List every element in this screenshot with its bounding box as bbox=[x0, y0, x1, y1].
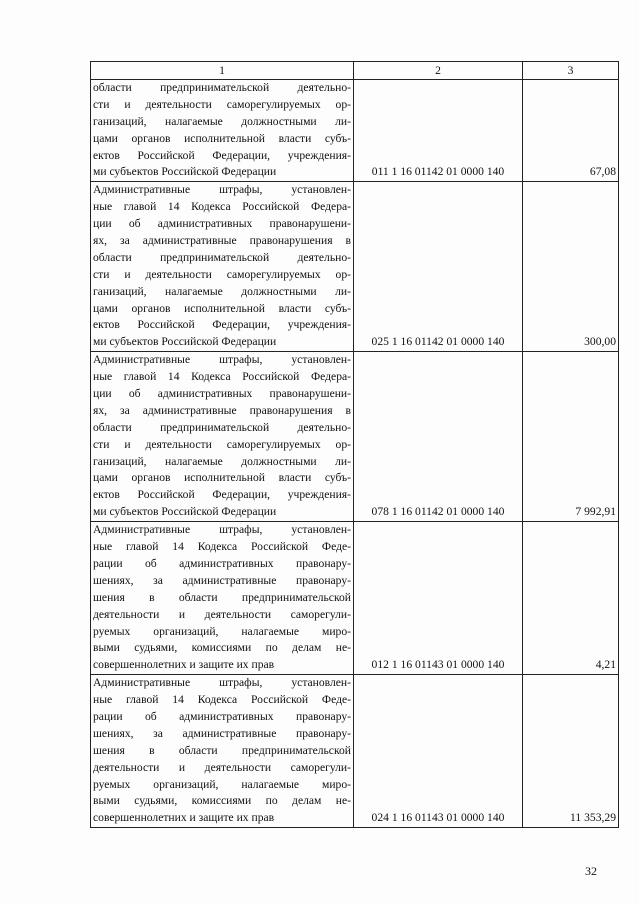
table-body bbox=[91, 80, 619, 828]
description-line: ектов Российской Федерации, учреждения- bbox=[93, 148, 351, 162]
description-line: деятельности и деятельности саморегули- bbox=[93, 607, 351, 621]
description-line: ганизаций, налагаемые должностными ли- bbox=[93, 284, 351, 298]
description-line: совершеннолетних и защите их прав bbox=[93, 811, 275, 825]
description-line: ные главой 14 Кодекса Российской Федера- bbox=[93, 200, 351, 214]
description-line: цами органов исполнительной власти субъ- bbox=[93, 301, 351, 315]
description-line: ные главой 14 Кодекса Российской Феде- bbox=[93, 693, 351, 707]
description-line: руемых организаций, налагаемые миро- bbox=[93, 624, 351, 638]
description-line: сти и деятельности саморегулируемых ор- bbox=[93, 97, 351, 111]
description-line: рации об административных правонару- bbox=[93, 556, 351, 570]
description-line: ции об административных правонарушени- bbox=[93, 387, 351, 401]
description-line: деятельности и деятельности саморегули- bbox=[93, 760, 351, 774]
description-line: области предпринимательской деятельно- bbox=[93, 81, 351, 94]
row-amount: 7 992,91 bbox=[523, 352, 619, 522]
row-description bbox=[91, 182, 354, 352]
description-line: ях, за административные правонарушения в bbox=[93, 234, 351, 248]
description-line: сти и деятельности саморегулируемых ор- bbox=[93, 437, 351, 451]
description-line: шениях, за административные правонару- bbox=[93, 573, 351, 587]
row-budget-code: 024 1 16 01143 01 0000 140 bbox=[354, 675, 523, 828]
row-amount: 67,08 bbox=[523, 80, 619, 182]
description-line: выми судьями, комиссиями по делам не- bbox=[93, 641, 351, 655]
description-line: Административные штрафы, установлен- bbox=[93, 183, 351, 197]
description-line: выми судьями, комиссиями по делам не- bbox=[93, 794, 351, 808]
table-row bbox=[91, 352, 619, 522]
page-number: 32 bbox=[585, 864, 597, 878]
description-line: Административные штрафы, установлен- bbox=[93, 523, 351, 537]
row-description bbox=[91, 522, 354, 675]
row-amount: 11 353,29 bbox=[523, 675, 619, 828]
description-line: ектов Российской Федерации, учреждения- bbox=[93, 488, 351, 502]
row-description bbox=[91, 80, 354, 182]
description-line: ные главой 14 Кодекса Российской Федера- bbox=[93, 370, 351, 384]
column-header-1: 1 bbox=[91, 62, 354, 80]
row-budget-code: 078 1 16 01142 01 0000 140 bbox=[354, 352, 523, 522]
table-row bbox=[91, 675, 619, 828]
description-line: ми субъектов Российской Федерации bbox=[93, 335, 277, 349]
description-line: ные главой 14 Кодекса Российской Феде- bbox=[93, 540, 351, 554]
row-amount: 4,21 bbox=[523, 522, 619, 675]
description-line: шения в области предпринимательской bbox=[93, 590, 351, 604]
description-line: ми субъектов Российской Федерации bbox=[93, 505, 277, 519]
description-line: ции об административных правонарушени- bbox=[93, 217, 351, 231]
table-row bbox=[91, 182, 619, 352]
description-line: цами органов исполнительной власти субъ- bbox=[93, 131, 351, 145]
description-line: ганизаций, налагаемые должностными ли- bbox=[93, 114, 351, 128]
description-line: ганизаций, налагаемые должностными ли- bbox=[93, 454, 351, 468]
description-line: ми субъектов Российской Федерации bbox=[93, 165, 277, 179]
row-amount: 300,00 bbox=[523, 182, 619, 352]
column-header-2: 2 bbox=[354, 62, 523, 80]
row-budget-code: 011 1 16 01142 01 0000 140 bbox=[354, 80, 523, 182]
description-line: Административные штрафы, установлен- bbox=[93, 676, 351, 690]
description-line: шения в области предпринимательской bbox=[93, 743, 351, 757]
row-description bbox=[91, 675, 354, 828]
row-description bbox=[91, 352, 354, 522]
row-budget-code: 012 1 16 01143 01 0000 140 bbox=[354, 522, 523, 675]
description-line: ектов Российской Федерации, учреждения- bbox=[93, 318, 351, 332]
description-line: цами органов исполнительной власти субъ- bbox=[93, 471, 351, 485]
fines-table bbox=[90, 61, 619, 828]
description-line: Административные штрафы, установлен- bbox=[93, 353, 351, 367]
description-line: сти и деятельности саморегулируемых ор- bbox=[93, 267, 351, 281]
table-header-row bbox=[91, 62, 619, 80]
description-line: рации об административных правонару- bbox=[93, 709, 351, 723]
table-row bbox=[91, 80, 619, 182]
row-budget-code: 025 1 16 01142 01 0000 140 bbox=[354, 182, 523, 352]
table-row bbox=[91, 522, 619, 675]
description-line: области предпринимательской деятельно- bbox=[93, 420, 351, 434]
description-line: ях, за административные правонарушения в bbox=[93, 403, 351, 417]
description-line: руемых организаций, налагаемые миро- bbox=[93, 777, 351, 791]
column-header-3: 3 bbox=[523, 62, 619, 80]
description-line: совершеннолетних и защите их прав bbox=[93, 658, 275, 672]
description-line: шениях, за административные правонару- bbox=[93, 726, 351, 740]
description-line: области предпринимательской деятельно- bbox=[93, 250, 351, 264]
